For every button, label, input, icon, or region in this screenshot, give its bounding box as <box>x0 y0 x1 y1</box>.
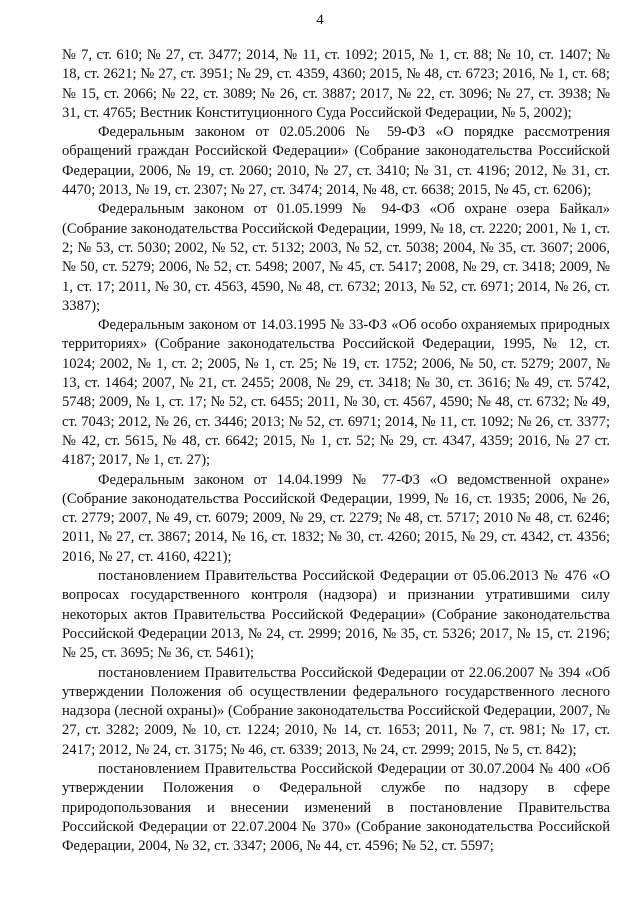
paragraph: постановлением Правительства Российской Федерации от 30.07.2004 № 400 «Об утверждении Положения о Федеральной службе по надзору в сфере природопользования и внесении изменений в постановление Правительства Российской Федерации от 22.07.2004 № 370» (Собрание законодательства Российской Федерации, 2004, № 32, ст. 3347; 2006, № 44, ст. 4596; № 52, ст. 5597; <box>62 760 610 855</box>
paragraph: постановлением Правительства Российской Федерации от 05.06.2013 № 476 «О вопросах государственного контроля (надзора) и признании утратившими силу некоторых актов Правительства Российской Федерации» (Собрание законодательства Российской Федерации 2013, № 24, ст. 2999; 2016, № 35, ст. 5326; 2017, № 15, ст. 2196; № 25, ст. 3695; № 36, ст. 5461); <box>62 568 610 662</box>
paragraph: Федеральным законом от 14.03.1995 № 33-ФЗ «Об особо охраняемых природных территориях» (Собрание законодательства Российской Федерации, 1995, № 12, ст. 1024; 2002, № 1, ст. 2; 2005, № 1, ст. 25; № 19, ст. 1752; 2006, № 50, ст. 5279; 2007, № 13, ст. 1464; 2007, № 21, ст. 2455; 2008, № 29, ст. 3418; № 30, ст. 3616; № 49, ст. 5742, 5748; 2009, № 1, ст. 17; № 52, ст. 6455; 2011, № 30, ст. 4567, 4590; № 48, ст. 6732; № 49, ст. 7043; 2012, № 26, ст. 3446; 2013; № 52, ст. 6971; 2014, № 11, ст. 1092; № 26, ст. 3377; № 42, ст. 5615, № 48, ст. 6642; 2015, № 1, ст. 52; № 29, ст. 4347, 4359; 2016, № 27 ст. 4187; 2017, № 1, ст. 27); <box>62 317 610 469</box>
page-number: 4 <box>316 12 324 28</box>
document-body <box>62 46 610 856</box>
paragraph: Федеральным законом от 14.04.1999 № 77-ФЗ «О ведомственной охране» (Собрание законодательства Российской Федерации, 1999, № 16, ст. 1935; 2006, № 26, ст. 2779; 2007, № 49, ст. 6079; 2009, № 29, ст. 2279; № 48, ст. 5717; 2010 № 48, ст. 6246; 2011, № 27, ст. 3867; 2014, № 16, ст. 1832; № 30, ст. 4260; 2015, № 29, ст. 4342, ст. 4356; 2016, № 27, ст. 4160, 4221); <box>62 471 610 565</box>
paragraph: Федеральным законом от 01.05.1999 № 94-ФЗ «Об охране озера Байкал» (Собрание законодательства Российской Федерации, 1999, № 18, ст. 2220; 2001, № 1, ст. 2; № 53, ст. 5030; 2002, № 52, ст. 5132; 2003, № 52, ст. 5038; 2004, № 35, ст. 3607; 2006, № 50, ст. 5279; 2006, № 52, ст. 5498; 2007, № 45, ст. 5417; 2008, № 29, ст. 3418; 2009, № 1, ст. 17; 2011, № 30, ст. 4563, 4590, № 48, ст. 6732; 2013, № 52, ст. 6971; 2014, № 26, ст. 3387); <box>62 201 610 314</box>
paragraph: Федеральным законом от 02.05.2006 № 59-ФЗ «О порядке рассмотрения обращений граждан Российской Федерации» (Собрание законодательства Российской Федерации, 2006, № 19, ст. 2060; 2010, № 27, ст. 3410; № 31, ст. 4196; 2012, № 31, ст. 4470; 2013, № 19, ст. 2307; № 27, ст. 3474; 2014, № 48, ст. 6638; 2015, № 45, ст. 6206); <box>62 124 610 199</box>
paragraph: № 7, ст. 610; № 27, ст. 3477; 2014, № 11, ст. 1092; 2015, № 1, ст. 88; № 10, ст. 1407; № 18, ст. 2621; № 27, ст. 3951; № 29, ст. 4359, 4360; 2015, № 48, ст. 6723; 2016, № 1, ст. 68; № 15, ст. 2066; № 22, ст. 3089; № 26, ст. 3887; 2017, № 22, ст. 3096; № 27, ст. 3938; № 31, ст. 4765; Вестник Конституционного Суда Российской Федерации, № 5, 2002); <box>62 47 610 121</box>
paragraph: постановлением Правительства Российской Федерации от 22.06.2007 № 394 «Об утверждении Положения об осуществлении федерального государственного лесного надзора (лесной охраны)» (Собрание законодательства Российской Федерации, 2007, № 27, ст. 3282; 2009, № 10, ст. 1224; 2010, № 14, ст. 1653; 2011, № 7, ст. 981; № 17, ст. 2417; 2012, № 24, ст. 3175; № 46, ст. 6339; 2013, № 24, ст. 2999; 2015, № 5, ст. 842); <box>62 664 610 758</box>
